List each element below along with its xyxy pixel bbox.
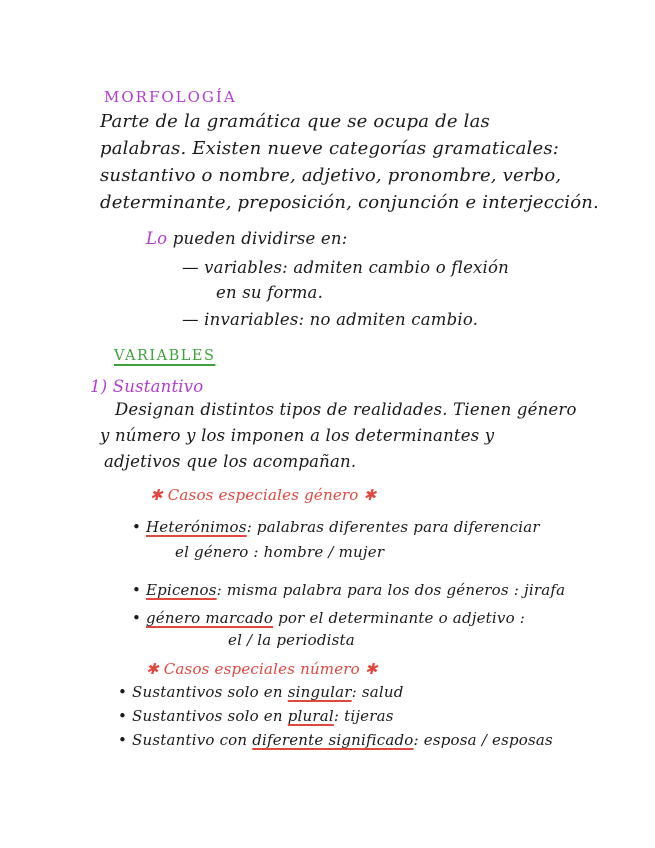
bullet-dot: • (132, 609, 142, 627)
numero-bullet-singular (118, 683, 404, 701)
sustantivo-desc-line-1: Designan distintos tipos de realidades. Tienen género (115, 400, 577, 419)
bullet-dot: • (118, 683, 128, 701)
intro-line-2: palabras. Existen nueve categorías gramaticales: (100, 138, 560, 159)
heteronimos-example: el género : hombre / mujer (175, 543, 385, 561)
casos-genero-heading: ✱ Casos especiales género ✱ (150, 486, 377, 504)
plural-prefix: Sustantivos solo en (132, 707, 288, 725)
sustantivo-desc-line-2: y número y los imponen a los determinantes y (100, 426, 495, 445)
term-epicenos: Epicenos (146, 581, 217, 599)
divide-heading (146, 229, 348, 248)
bullet-dot: • (118, 731, 128, 749)
genero-bullet-marcado (132, 609, 525, 627)
epicenos-definition: : misma palabra para los dos géneros : jirafa (216, 581, 566, 599)
singular-prefix: Sustantivos solo en (132, 683, 288, 701)
sustantivo-heading: 1) Sustantivo (90, 377, 204, 396)
bullet-dot: • (132, 581, 142, 599)
numero-bullet-significado (118, 731, 553, 749)
genero-bullet-epicenos (132, 581, 565, 599)
term-singular: singular (287, 683, 352, 701)
term-genero-marcado: género marcado (146, 609, 274, 627)
casos-numero-heading: ✱ Casos especiales número ✱ (146, 660, 378, 678)
genero-bullet-heteronimos (132, 518, 540, 536)
sustantivo-desc-line-3: adjetivos que los acompañan. (104, 452, 357, 471)
genero-marcado-example: el / la periodista (228, 631, 355, 649)
intro-line-1: Parte de la gramática que se ocupa de las (100, 111, 490, 132)
genero-marcado-definition: por el determinante o adjetivo : (273, 609, 526, 627)
term-diferente-significado: diferente significado (252, 731, 414, 749)
divide-heading-rest: pueden dividirse en: (167, 229, 348, 248)
invariables-def: — invariables: no admiten cambio. (182, 310, 479, 329)
section-heading-variables: VARIABLES (114, 348, 216, 364)
divide-heading-lo: Lo (146, 229, 168, 248)
plural-example: : tijeras (333, 707, 394, 725)
bullet-dot: • (118, 707, 128, 725)
singular-example: : salud (351, 683, 404, 701)
significado-prefix: Sustantivo con (132, 731, 253, 749)
heteronimos-definition: : palabras diferentes para diferenciar (246, 518, 540, 536)
significado-example: : esposa / esposas (413, 731, 553, 749)
page-title: MORFOLOGÍA (104, 88, 237, 106)
intro-line-3: sustantivo o nombre, adjetivo, pronombre, verbo, (100, 165, 562, 186)
variables-def-line-1: — variables: admiten cambio o flexión (182, 258, 509, 277)
numero-bullet-plural (118, 707, 394, 725)
term-heteronimos: Heterónimos (146, 518, 247, 536)
bullet-dot: • (132, 518, 142, 536)
variables-def-line-2: en su forma. (216, 283, 324, 302)
term-plural: plural (287, 707, 334, 725)
intro-line-4: determinante, preposición, conjunción e interjección. (100, 192, 599, 213)
